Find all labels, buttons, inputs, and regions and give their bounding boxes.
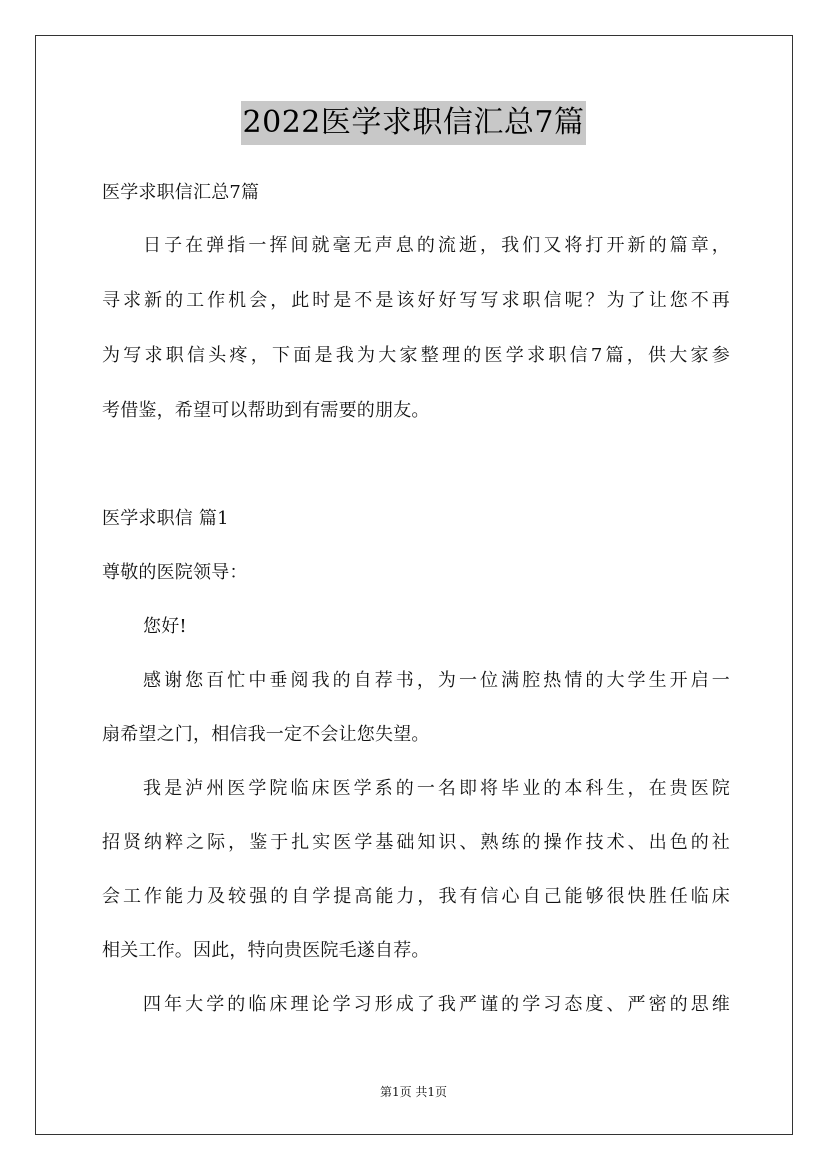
greeting: 您好! xyxy=(143,616,187,637)
intro-line: 日子在弹指一挥间就毫无声息的流逝，我们又将打开新的篇章， xyxy=(143,235,730,256)
section-heading: 医学求职信 篇1 xyxy=(102,508,229,529)
document-title: 2022医学求职信汇总7篇 xyxy=(241,101,587,145)
intro-line: 考借鉴，希望可以帮助到有需要的朋友。 xyxy=(102,400,430,421)
title-container xyxy=(0,101,827,145)
paragraph-line: 我是泸州医学院临床医学系的一名即将毕业的本科生，在贵医院 xyxy=(143,778,730,799)
paragraph-line: 感谢您百忙中垂阅我的自荐书，为一位满腔热情的大学生开启一 xyxy=(143,670,730,691)
page-footer: 第1页 共1页 xyxy=(379,1085,448,1099)
paragraph-line: 招贤纳粹之际，鉴于扎实医学基础知识、熟练的操作技术、出色的社 xyxy=(102,832,730,853)
intro-line: 为写求职信头疼，下面是我为大家整理的医学求职信7篇，供大家参 xyxy=(102,345,730,366)
document-subtitle: 医学求职信汇总7篇 xyxy=(102,182,260,203)
paragraph-line: 扇希望之门，相信我一定不会让您失望。 xyxy=(102,724,430,745)
paragraph-line: 会工作能力及较强的自学提高能力，我有信心自己能够很快胜任临床 xyxy=(102,886,730,907)
intro-line: 寻求新的工作机会，此时是不是该好好写写求职信呢？为了让您不再 xyxy=(102,290,730,311)
paragraph-line: 四年大学的临床理论学习形成了我严谨的学习态度、严密的思维 xyxy=(143,994,730,1015)
salutation: 尊敬的医院领导： xyxy=(102,562,248,583)
paragraph-line: 相关工作。因此，特向贵医院毛遂自荐。 xyxy=(102,940,430,961)
